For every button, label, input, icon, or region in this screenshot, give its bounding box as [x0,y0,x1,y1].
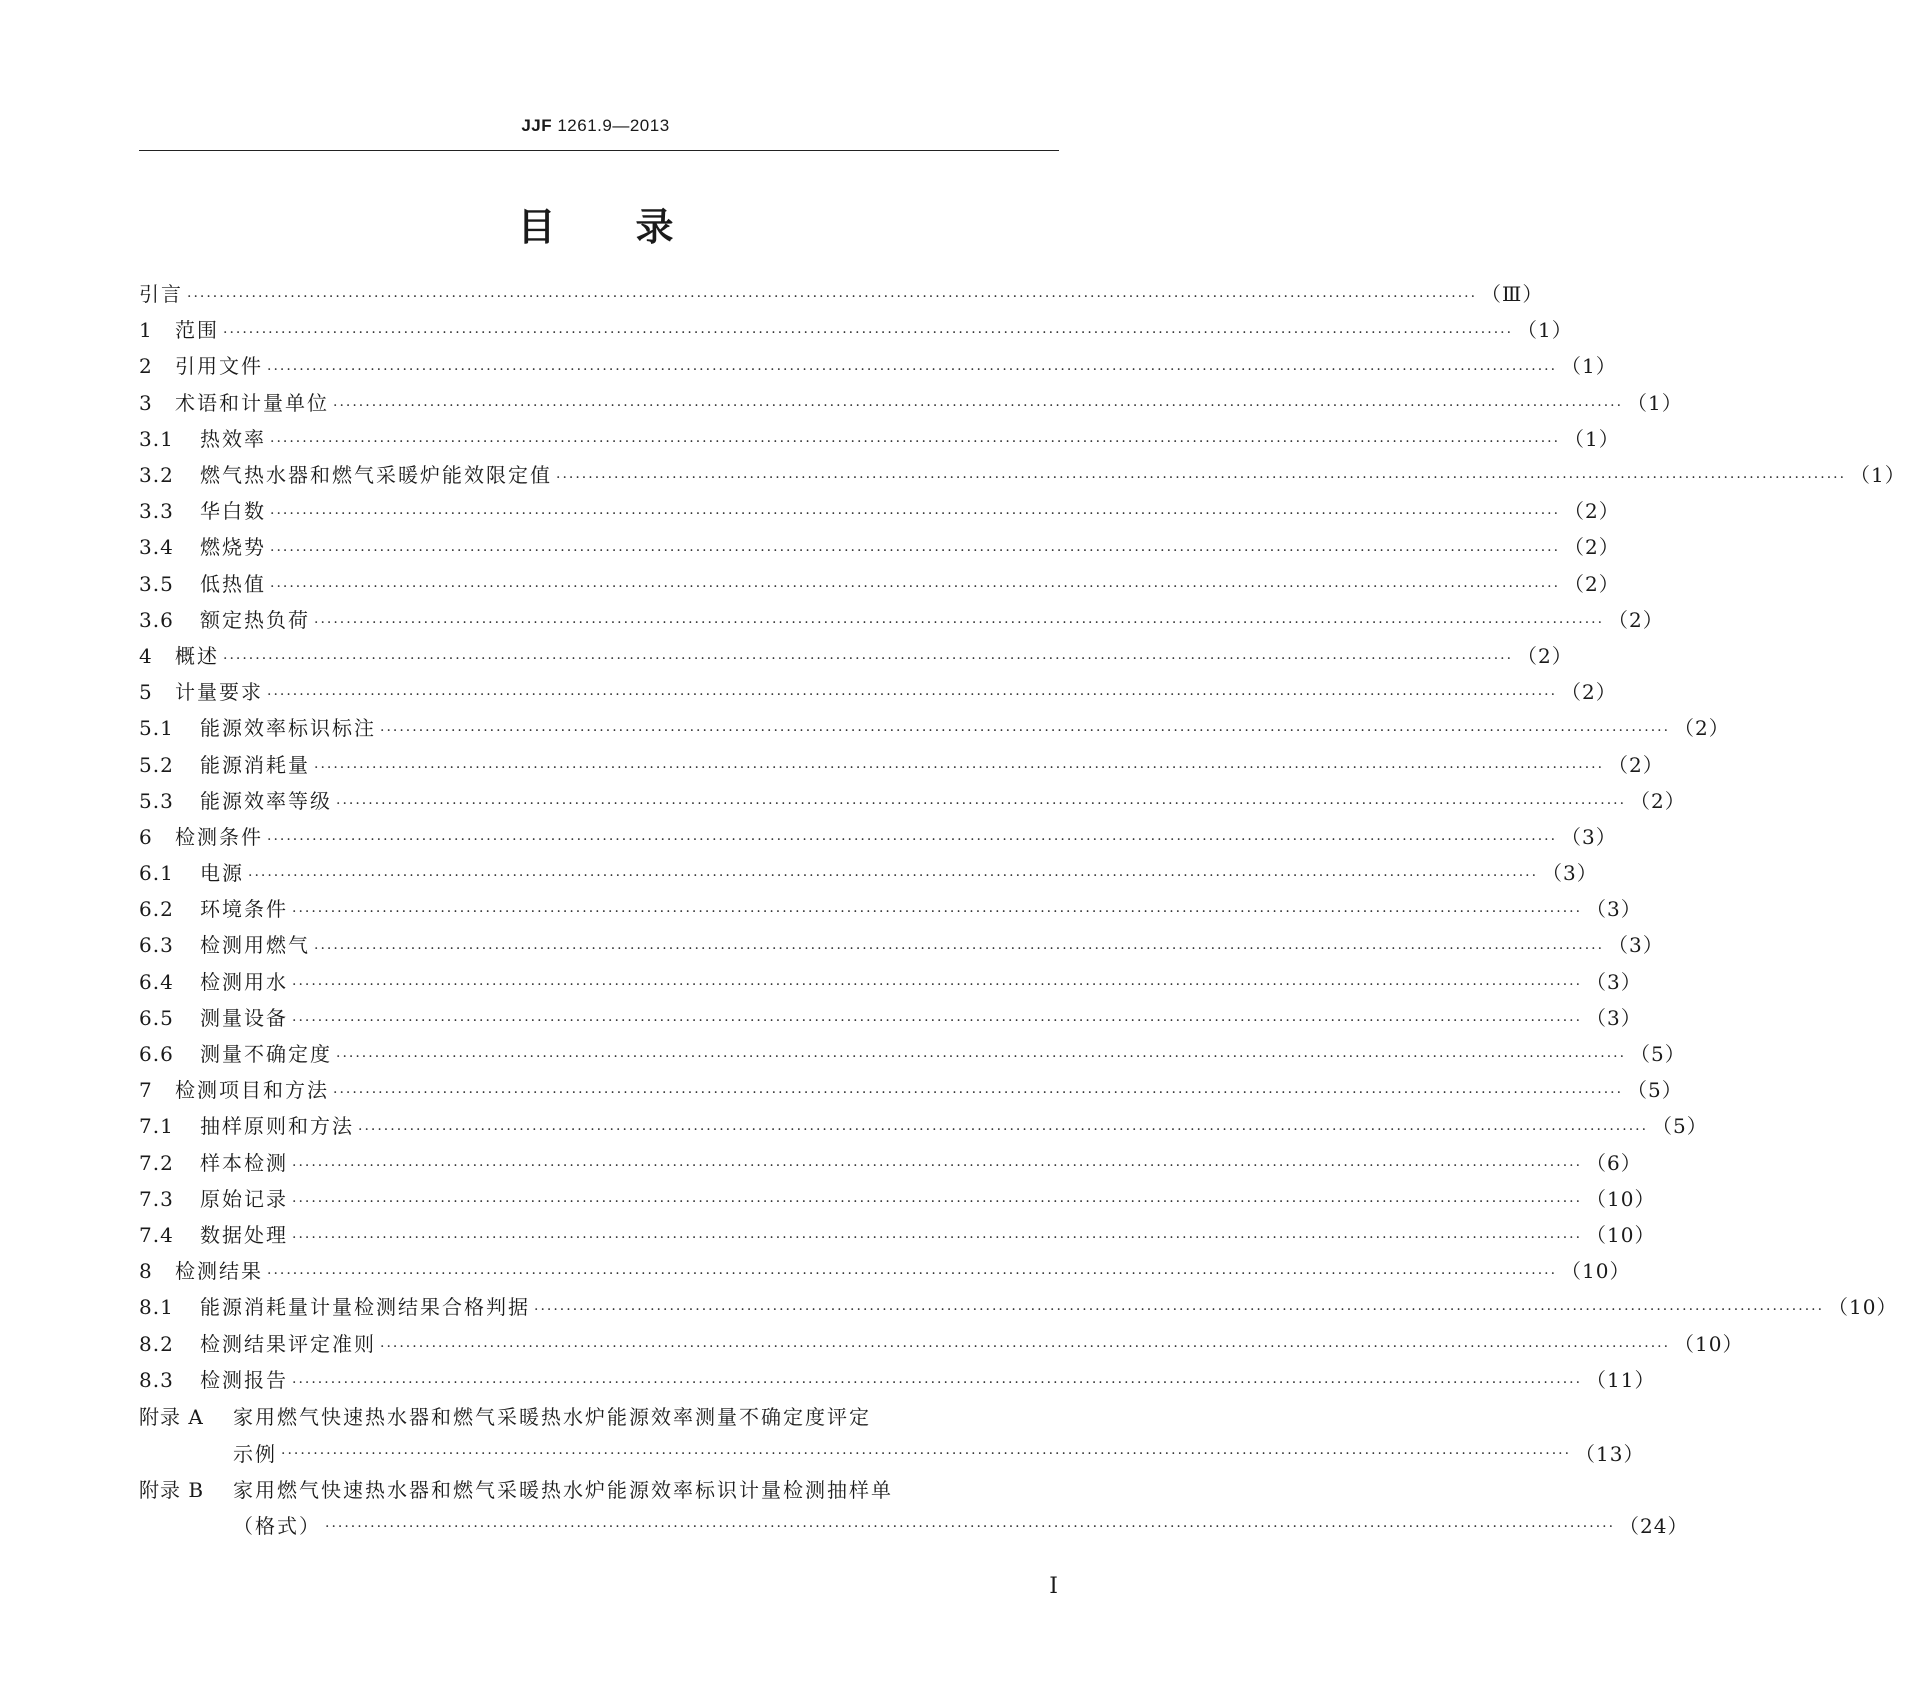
toc-leader-dots: ········································································································································································································ [248,868,1539,885]
toc-entry-page: （2） [1561,680,1617,705]
toc-entry-label: 环境条件 [200,897,288,922]
toc-leader-dots: ········································································································································································································ [314,759,1605,776]
toc-entry[interactable] [139,1289,1898,1325]
toc-entry-number: 6.6 [139,1042,174,1067]
toc-leader-dots: ········································································································································································································ [556,470,1847,487]
toc-leader-dots: ········································································································································································································ [314,940,1605,957]
toc-entry[interactable] [139,312,1573,348]
toc-entry[interactable] [139,457,1906,493]
toc-entry-page: （10） [1586,1186,1656,1211]
toc-entry-label: 检测项目和方法 [175,1078,329,1103]
toc-entry-page: （2） [1564,571,1620,596]
toc-entry-number: 3 [139,390,153,415]
toc-leader-dots: ········································································································································································································ [314,614,1605,631]
title-char-right: 录 [635,205,674,249]
toc-entry-number: 3.2 [139,463,174,488]
toc-entry[interactable] [139,529,1620,565]
toc-entry-label: 检测报告 [200,1367,288,1392]
toc-entry-page: （6） [1586,1150,1642,1175]
toc-entry-number: 7.1 [139,1114,174,1139]
appendix-number: 附录 A [139,1405,204,1430]
toc-entry-label: 低热值 [200,571,266,596]
appendix-title-line2: （格式） [233,1513,321,1538]
toc-appendix-entry[interactable] [139,1470,1689,1542]
appendix-title-line1: 家用燃气快速热水器和燃气采暖热水炉能源效率标识计量检测抽样单 [233,1477,893,1502]
toc-entry-label: 引言 [139,282,183,307]
toc-entry-page: （10） [1586,1222,1656,1247]
toc-entry-label: 电源 [200,861,244,886]
toc-entry-label: 范围 [175,318,219,343]
toc-entry[interactable] [139,927,1664,963]
toc-entry-label: 检测条件 [175,824,263,849]
toc-leader-dots: ········································································································································································································ [270,433,1561,450]
toc-entry[interactable] [139,710,1730,746]
title-char-left: 目 [517,205,556,249]
toc-entry-number: 7 [139,1078,153,1103]
toc-entry-number: 1 [139,318,153,343]
toc-entry-page: （5） [1627,1078,1683,1103]
table-of-contents [139,276,1906,1543]
toc-entry-number: 5.3 [139,788,174,813]
toc-entry-page: （3） [1561,824,1617,849]
toc-leader-dots: ········································································································································································································ [333,1085,1624,1102]
toc-entry-label: 热效率 [200,426,266,451]
toc-entry-number: 6.4 [139,969,174,994]
toc-entry-label: 检测结果 [175,1259,263,1284]
toc-entry-page: （Ⅲ） [1481,282,1544,307]
toc-entry-label: 测量设备 [200,1005,288,1030]
toc-entry-number: 5.1 [139,716,174,741]
toc-entry-label: 燃烧势 [200,535,266,560]
toc-leader-dots: ········································································································································································································ [292,976,1583,993]
toc-leader-dots: ········································································································································································································ [270,506,1561,523]
toc-entry[interactable] [139,566,1620,602]
toc-entry[interactable] [139,348,1617,384]
standard-code-number: 1261.9—2013 [552,116,670,135]
toc-leader-dots: ········································································································································································································ [380,1338,1671,1355]
toc-leader-dots: ········································································································································································································ [534,1302,1825,1319]
toc-entry-page: （3） [1586,897,1642,922]
toc-entry[interactable] [139,421,1620,457]
toc-entry-page: （2） [1630,788,1686,813]
toc-entry-page: （1） [1627,390,1683,415]
header-rule [139,150,1059,151]
toc-entry-page: （10） [1561,1259,1631,1284]
toc-entry[interactable] [139,746,1664,782]
toc-entry-page: （2） [1674,716,1730,741]
toc-leader-dots: ········································································································································································································ [267,361,1558,378]
toc-entry-page: （2） [1608,607,1664,632]
page-title [0,196,1191,251]
toc-entry-number: 6.5 [139,1005,174,1030]
toc-entry[interactable] [139,1108,1708,1144]
toc-leader-dots: ········································································································································································································ [333,397,1624,414]
toc-appendix-entry[interactable] [139,1398,1645,1470]
toc-entry[interactable] [139,1072,1683,1108]
toc-entry-label: 引用文件 [175,354,263,379]
toc-entry-page: （11） [1586,1367,1656,1392]
toc-entry-number: 3.1 [139,426,174,451]
appendix-title-line2: 示例 [233,1441,277,1466]
toc-entry-page: （2） [1564,499,1620,524]
toc-leader-dots: ········································································································································································································ [325,1518,1616,1535]
toc-entry[interactable] [139,1325,1744,1361]
toc-leader-dots: ········································································································································································································ [223,325,1514,342]
toc-entry[interactable] [139,1181,1656,1217]
toc-leader-dots: ········································································································································································································ [281,1446,1572,1463]
toc-entry-page: （3） [1586,969,1642,994]
toc-entry-number: 6.3 [139,933,174,958]
toc-entry[interactable] [139,783,1686,819]
toc-leader-dots: ········································································································································································································ [380,723,1671,740]
toc-entry-number: 8.2 [139,1331,174,1356]
toc-entry-page: （1） [1564,426,1620,451]
toc-leader-dots: ········································································································································································································ [292,1157,1583,1174]
toc-entry-page: （3） [1542,861,1598,886]
toc-entry-number: 6.2 [139,897,174,922]
toc-entry-number: 3.3 [139,499,174,524]
toc-entry-page: （3） [1586,1005,1642,1030]
toc-entry[interactable] [139,1000,1642,1036]
toc-entry[interactable] [139,493,1620,529]
toc-leader-dots: ········································································································································································································ [292,904,1583,921]
toc-entry-label: 原始记录 [200,1186,288,1211]
toc-entry[interactable] [139,964,1642,1000]
toc-leader-dots: ········································································································································································································ [267,832,1558,848]
toc-entry-page: （2） [1608,752,1664,777]
toc-leader-dots: ········································································································································································································ [336,795,1627,812]
toc-entry[interactable] [139,855,1598,891]
toc-entry-label: 检测用水 [200,969,288,994]
toc-entry-page: （2） [1517,643,1573,668]
toc-entry[interactable] [139,1253,1631,1289]
toc-leader-dots: ········································································································································································································ [223,651,1514,668]
toc-entry-label: 检测结果评定准则 [200,1331,376,1356]
toc-entry-label: 测量不确定度 [200,1042,332,1067]
toc-entry-label: 能源效率等级 [200,788,332,813]
standard-code-prefix: JJF [521,116,553,135]
toc-entry[interactable] [139,819,1617,855]
toc-leader-dots: ········································································································································································································ [187,289,1478,306]
toc-leader-dots: ········································································································································································································ [358,1121,1649,1138]
toc-leader-dots: ········································································································································································································ [292,1012,1583,1029]
toc-entry-page: （5） [1652,1114,1708,1139]
toc-entry-number: 8.3 [139,1367,174,1392]
toc-entry-number: 3.6 [139,607,174,632]
toc-entry-number: 3.5 [139,571,174,596]
appendix-page: （24） [1619,1513,1689,1538]
toc-entry-number: 5 [139,680,153,705]
toc-entry-page: （3） [1608,933,1664,958]
toc-entry[interactable] [139,1145,1642,1181]
toc-entry-label: 计量要求 [175,680,263,705]
toc-entry[interactable] [139,1036,1686,1072]
toc-entry-label: 抽样原则和方法 [200,1114,354,1139]
document-header [0,116,1191,136]
toc-entry-label: 能源消耗量 [200,752,310,777]
toc-entry[interactable] [139,385,1683,421]
toc-entry-page: （1） [1850,463,1906,488]
toc-entry-label: 概述 [175,643,219,668]
toc-entry[interactable] [139,1362,1656,1398]
toc-leader-dots: ········································································································································································································ [267,687,1558,704]
toc-entry-label: 样本检测 [200,1150,288,1175]
toc-entry-number: 5.2 [139,752,174,777]
toc-entry-number: 7.3 [139,1186,174,1211]
toc-entry-number: 7.4 [139,1222,174,1247]
toc-entry-number: 3.4 [139,535,174,560]
toc-entry-page: （10） [1674,1331,1744,1356]
toc-entry[interactable] [139,602,1664,638]
toc-entry-label: 能源效率标识标注 [200,716,376,741]
toc-entry[interactable] [139,891,1642,927]
toc-entry-page: （1） [1561,354,1617,379]
toc-leader-dots: ········································································································································································································ [336,1049,1627,1066]
toc-entry-label: 燃气热水器和燃气采暖炉能效限定值 [200,463,552,488]
toc-leader-dots: ········································································································································································································ [292,1374,1583,1391]
toc-leader-dots: ········································································································································································································ [267,1266,1558,1283]
toc-leader-dots: ········································································································································································································ [292,1230,1583,1247]
toc-entry-label: 术语和计量单位 [175,390,329,415]
appendix-number: 附录 B [139,1477,205,1502]
toc-entry-label: 华白数 [200,499,266,524]
toc-entry[interactable] [139,674,1617,710]
toc-entry[interactable] [139,638,1573,674]
toc-entry[interactable] [139,276,1544,312]
toc-entry-number: 2 [139,354,153,379]
toc-leader-dots: ········································································································································································································ [270,542,1561,559]
toc-leader-dots: ········································································································································································································ [292,1193,1583,1210]
toc-entry-number: 6 [139,824,153,849]
toc-entry-page: （10） [1828,1295,1898,1320]
toc-entry-label: 能源消耗量计量检测结果合格判据 [200,1295,530,1320]
toc-entry-page: （5） [1630,1042,1686,1067]
toc-entry-label: 检测用燃气 [200,933,310,958]
toc-leader-dots: ········································································································································································································ [270,578,1561,595]
appendix-page: （13） [1575,1441,1645,1466]
appendix-title-line1: 家用燃气快速热水器和燃气采暖热水炉能源效率测量不确定度评定 [233,1405,871,1430]
toc-entry-number: 4 [139,643,153,668]
toc-entry-label: 额定热负荷 [200,607,310,632]
toc-entry-page: （1） [1517,318,1573,343]
toc-entry-number: 7.2 [139,1150,174,1175]
toc-entry-number: 8.1 [139,1295,174,1320]
page-number: Ⅰ [1049,1574,1058,1599]
toc-entry[interactable] [139,1217,1656,1253]
toc-entry-page: （2） [1564,535,1620,560]
toc-entry-label: 数据处理 [200,1222,288,1247]
toc-entry-number: 6.1 [139,861,174,886]
toc-entry-number: 8 [139,1259,153,1284]
